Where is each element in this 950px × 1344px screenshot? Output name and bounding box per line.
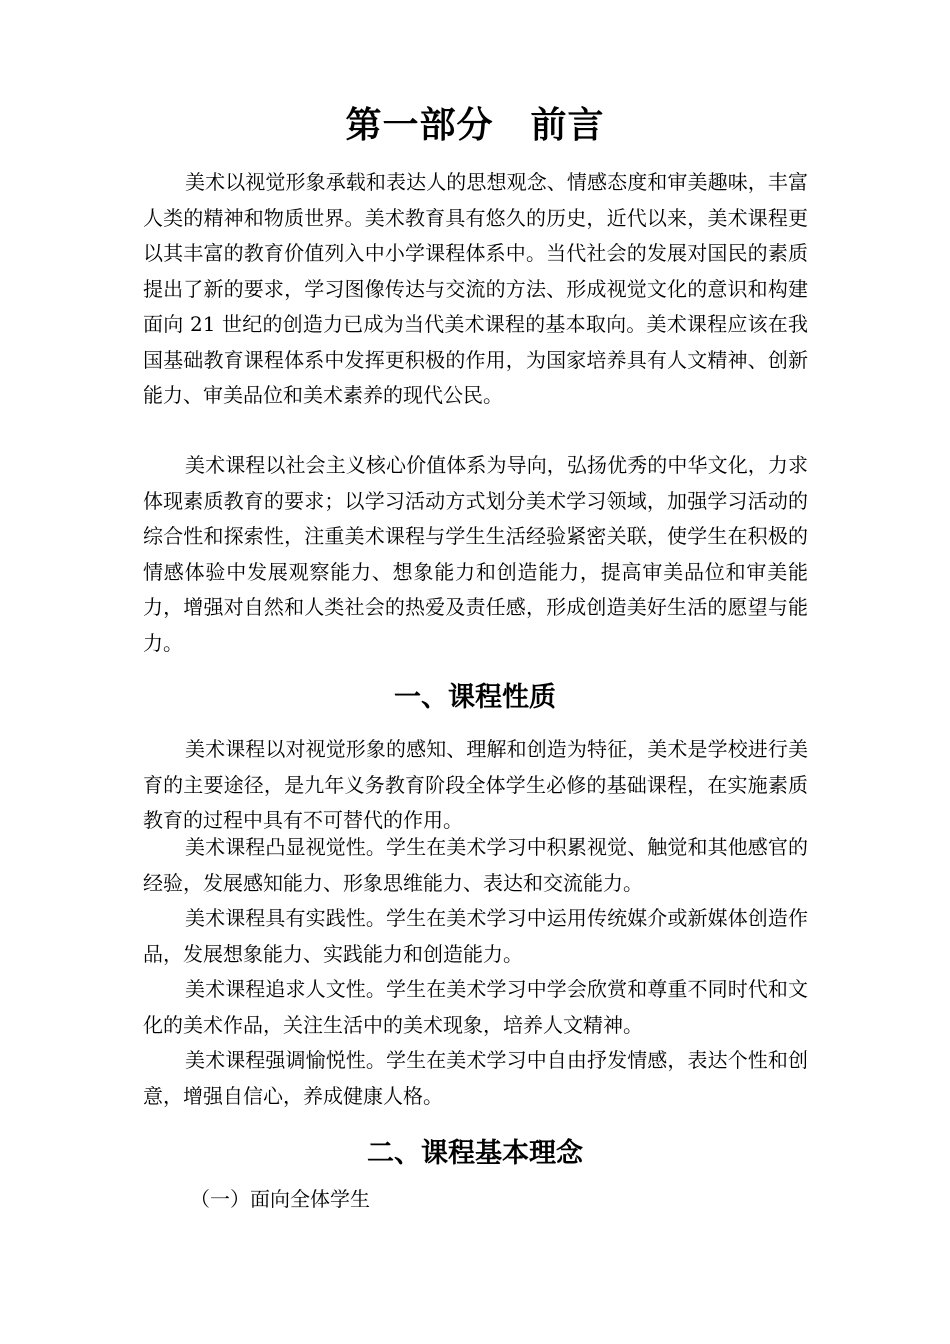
course-nature-paragraph-1: 美术课程以对视觉形象的感知、理解和创造为特征，美术是学校进行美育的主要途径，是九年义务教育阶段全体学生必修的基础课程，在实施素质教育的过程中具有不可替代的作用。 <box>143 737 808 832</box>
intro-paragraph-2: 美术课程以社会主义核心价值体系为导向，弘扬优秀的中华文化，力求体现素质教育的要求；以学习活动方式划分美术学习领域，加强学习活动的综合性和探索性，注重美术课程与学生生活经验紧密关联，使学生在积极的情感体验中发展观察能力、想象能力和创造能力，提高审美品位和审美能力，增强对自然和人类社会的热爱及责任感，形成创造美好生活的愿望与能力。 <box>143 453 808 655</box>
course-nature-paragraph-practice: 美术课程具有实践性。学生在美术学习中运用传统媒介或新媒体创造作品，发展想象能力、实践能力和创造能力。 <box>143 906 808 966</box>
course-nature-paragraph-visual: 美术课程凸显视觉性。学生在美术学习中积累视觉、触觉和其他感官的经验，发展感知能力、形象思维能力、表达和交流能力。 <box>143 835 808 895</box>
section-title-basic-concepts: 二、课程基本理念 <box>367 1138 583 1169</box>
subheading-all-students: （一）面向全体学生 <box>190 1187 370 1211</box>
page-title: 第一部分 前言 <box>345 105 605 146</box>
course-nature-paragraph-humanity: 美术课程追求人文性。学生在美术学习中学会欣赏和尊重不同时代和文化的美术作品，关注生活中的美术现象，培养人文精神。 <box>143 977 808 1037</box>
intro-paragraph-1: 美术以视觉形象承载和表达人的思想观念、情感态度和审美趣味，丰富人类的精神和物质世界。美术教育具有悠久的历史，近代以来，美术课程更以其丰富的教育价值列入中小学课程体系中。当代社会的发展对国民的素质提出了新的要求，学习图像传达与交流的方法、形成视觉文化的意识和构建面向 21 世纪的创造力已成为当代美术课程的基本取向。美术课程应该在我国基础教育课程体系中发挥更积极的作用，为国家培养具有人文精神、创新能力、审美品位和美术素养的现代公民。 <box>143 170 808 407</box>
section-title-course-nature: 一、课程性质 <box>394 682 556 713</box>
course-nature-paragraph-pleasure: 美术课程强调愉悦性。学生在美术学习中自由抒发情感，表达个性和创意，增强自信心，养成健康人格。 <box>143 1048 808 1108</box>
